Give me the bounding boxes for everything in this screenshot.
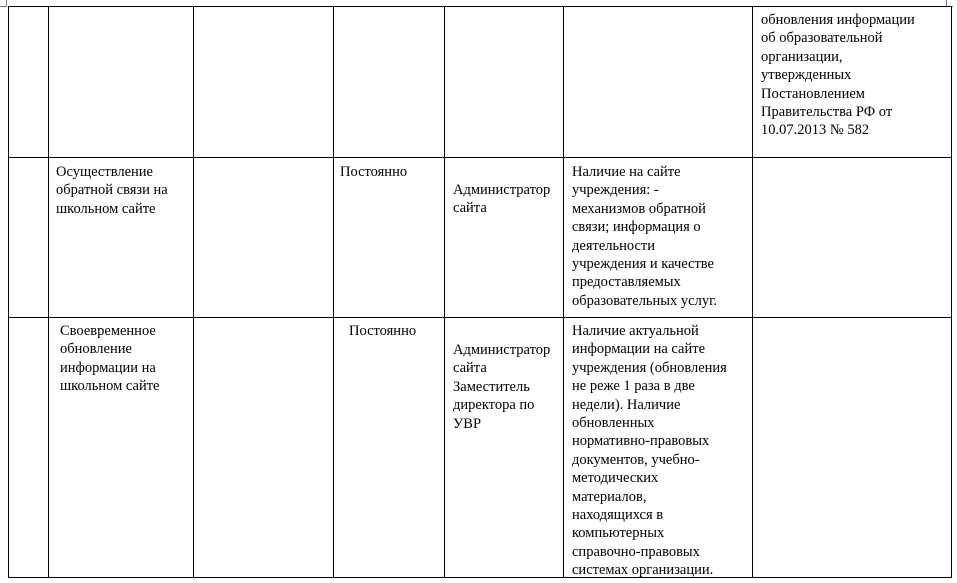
table-border — [444, 6, 445, 578]
result-cell: Наличие на сайте учреждения: - механизмов обратной связи; информация о деятельности учреждения и качестве предоставляемых образовательных услуг. — [572, 164, 718, 309]
period-cell: Постоянно — [349, 323, 417, 339]
period-cell: Постоянно — [340, 164, 408, 180]
table-border — [951, 6, 952, 578]
result-cell: обновления информации об образовательной организации, утвержденных Постановлением Правительства РФ от 10.07.2013 № 582 — [761, 12, 915, 139]
activity-cell: Осуществление обратной связи на школьном сайте — [56, 164, 168, 217]
table-border — [8, 317, 952, 318]
table-border — [48, 6, 49, 578]
responsible-cell: Администратор сайта Заместитель директора по УВР — [453, 342, 551, 432]
page-corner-mark — [0, 0, 7, 7]
activity-cell: Своевременное обновление информации на школьном сайте — [60, 323, 160, 395]
table-border — [8, 6, 9, 578]
table-border — [8, 577, 952, 578]
table-border — [563, 6, 564, 578]
responsible-cell: Администратор сайта — [453, 182, 551, 217]
table-border — [8, 6, 952, 7]
table-border — [333, 6, 334, 578]
result-cell: Наличие актуальной информации на сайте учреждения (обновления не реже 1 раза в две недели). Наличие обновленных нормативно-правовых документов, учебно- методических материалов, находящихся в компьютерных справочно-правовых системах организации. — [572, 323, 727, 579]
table-border — [193, 6, 194, 578]
table-border — [752, 6, 753, 578]
table-border — [8, 157, 952, 158]
